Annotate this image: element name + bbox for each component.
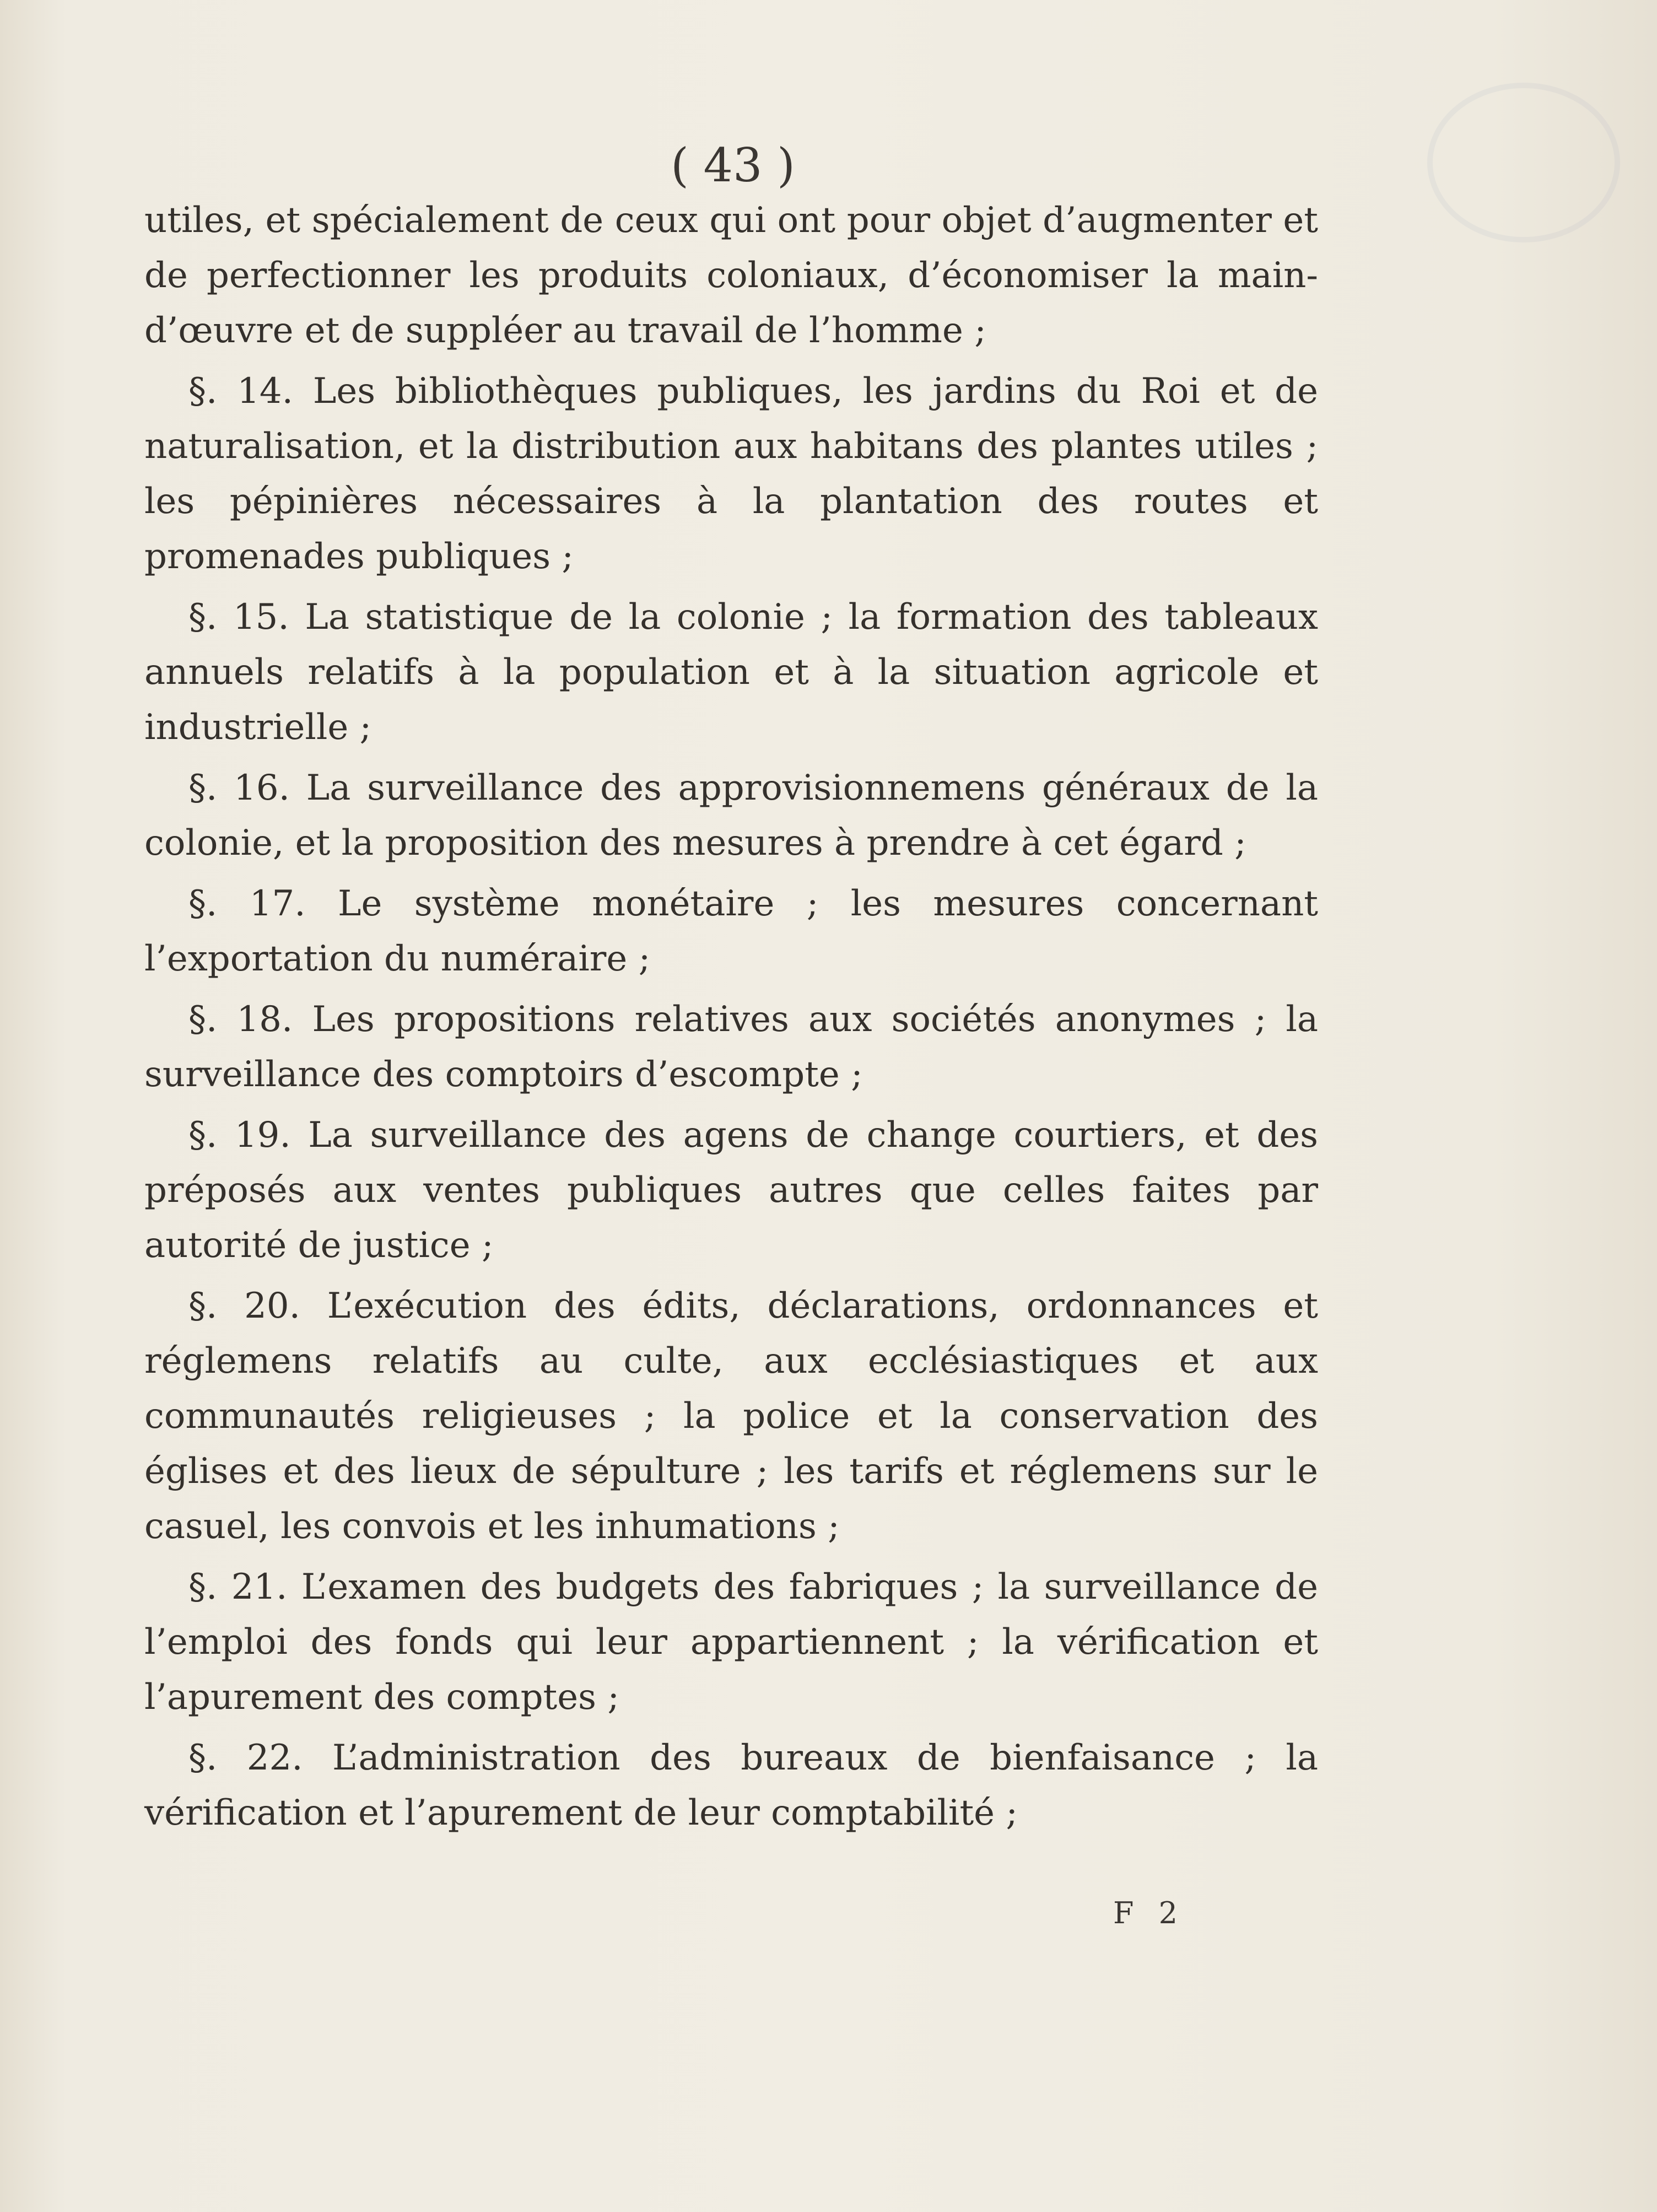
paragraph-continuation: utiles, et spécialement de ceux qui ont pour objet d’augmenter et de perfectionner les produits coloniaux, d’économiser la main-d’œuvre et de suppléer au travail de l’homme ; bbox=[144, 200, 1318, 351]
page-number: ( 43 ) bbox=[671, 138, 795, 192]
paragraph-section-16: §. 16. La surveillance des approvisionnemens généraux de la colonie, et la proposition des mesures à prendre à cet égard ; bbox=[144, 768, 1318, 864]
paragraph-section-19: §. 19. La surveillance des agens de change courtiers, et des préposés aux ventes publiques autres que celles faites par autorité de justice ; bbox=[144, 1115, 1318, 1266]
paragraph-section-15: §. 15. La statistique de la colonie ; la formation des tableaux annuels relatifs à la population et à la situation agricole et industrielle ; bbox=[144, 597, 1318, 748]
paragraph-section-14: §. 14. Les bibliothèques publiques, les jardins du Roi et de naturalisation, et la distribution aux habitans des plantes utiles ; les pépinières nécessaires à la plantation des routes et promenades publiques ; bbox=[144, 371, 1318, 577]
paragraph-section-21: §. 21. L’examen des budgets des fabriques ; la surveillance de l’emploi des fonds qui leur appartiennent ; la vérification et l’apurement des comptes ; bbox=[144, 1567, 1318, 1718]
paragraph-section-22: §. 22. L’administration des bureaux de bienfaisance ; la vérification et l’apurement de leur comptabilité ; bbox=[144, 1738, 1318, 1833]
page-body-text bbox=[144, 193, 1318, 1846]
printer-signature-mark: F 2 bbox=[1113, 1896, 1185, 1930]
faded-library-stamp bbox=[1427, 83, 1620, 242]
paragraph-section-20: §. 20. L’exécution des édits, déclarations, ordonnances et réglemens relatifs au culte, aux ecclésiastiques et aux communautés religieuses ; la police et la conservation des églises et des lieux de sépulture ; les tarifs et réglemens sur le casuel, les convois et les inhumations ; bbox=[144, 1286, 1318, 1547]
paragraph-section-17: §. 17. Le système monétaire ; les mesures concernant l’exportation du numéraire ; bbox=[144, 883, 1318, 979]
paragraph-section-18: §. 18. Les propositions relatives aux sociétés anonymes ; la surveillance des comptoirs d’escompte ; bbox=[144, 999, 1318, 1095]
